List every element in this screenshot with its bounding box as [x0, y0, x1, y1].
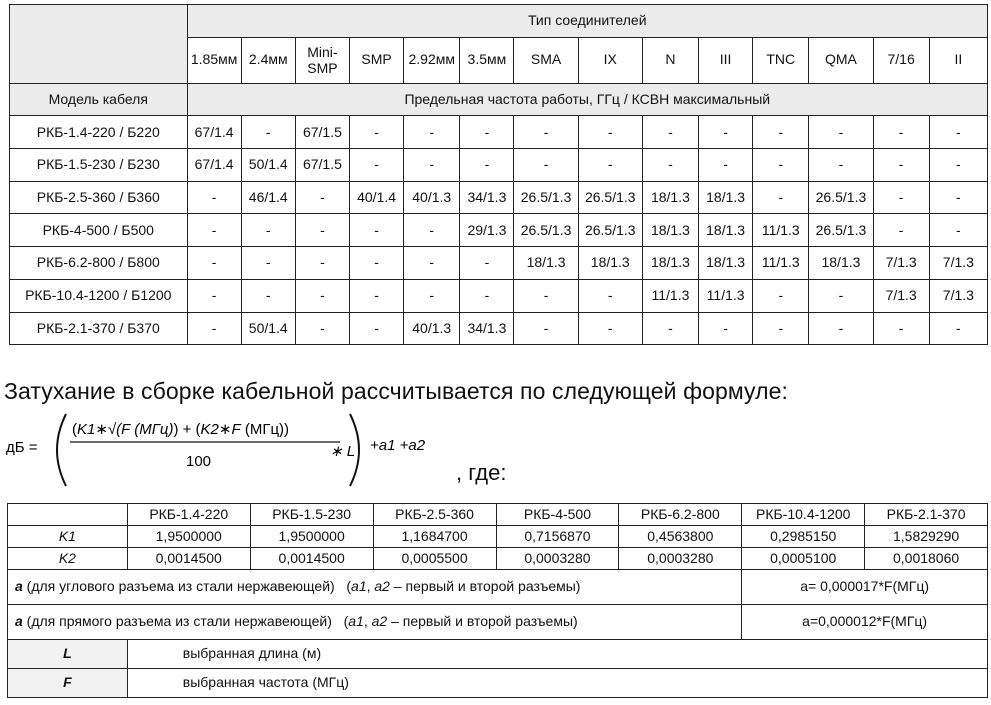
freq-cell: -: [699, 149, 753, 182]
cable-row: [10, 214, 988, 247]
freq-cell: 7/1.3: [873, 247, 929, 280]
cable-model: РКБ-4-500 / Б500: [10, 214, 188, 247]
freq-cell: -: [241, 214, 295, 247]
freq-cell: 18/1.3: [642, 214, 698, 247]
cable-row: [10, 312, 988, 345]
freq-cell: -: [929, 312, 987, 345]
freq-cell: 11/1.3: [699, 279, 753, 312]
formula-tail: +a1 +a2: [370, 437, 426, 454]
freq-cell: 18/1.3: [699, 181, 753, 214]
freq-cell: -: [809, 312, 873, 345]
k1-value: 1,9500000: [250, 526, 373, 548]
f-row: [8, 669, 988, 698]
connector-header-7: IX: [578, 37, 642, 83]
freq-cell: -: [187, 247, 241, 280]
freq-cell: 50/1.4: [241, 312, 295, 345]
coef-model-header: РКБ-10.4-1200: [742, 504, 865, 526]
freq-cell: -: [753, 279, 809, 312]
freq-cell: -: [295, 247, 349, 280]
freq-cell: -: [404, 149, 460, 182]
a-angle-row: [8, 570, 988, 605]
formula-lhs: дБ =: [6, 439, 38, 456]
freq-cell: 18/1.3: [642, 247, 698, 280]
formula-denominator: 100: [186, 453, 212, 470]
freq-cell: -: [578, 149, 642, 182]
k1-value: 1,5829290: [865, 526, 988, 548]
freq-cell: -: [873, 149, 929, 182]
freq-cell: 18/1.3: [578, 247, 642, 280]
freq-cell: -: [753, 116, 809, 149]
freq-cell: 26.5/1.3: [809, 214, 873, 247]
freq-cell: -: [295, 214, 349, 247]
coef-model-header: РКБ-4-500: [496, 504, 619, 526]
freq-cell: -: [578, 116, 642, 149]
coef-model-header: РКБ-2.5-360: [373, 504, 496, 526]
l-symbol: L: [8, 640, 128, 669]
cable-row: [10, 149, 988, 182]
attenuation-caption: Затухание в сборке кабельной рассчитывается по следующей формуле:: [4, 378, 789, 404]
freq-cell: -: [460, 247, 514, 280]
freq-cell: -: [404, 247, 460, 280]
connector-header-6: SMA: [514, 37, 578, 83]
freq-cell: -: [460, 116, 514, 149]
freq-cell: -: [929, 116, 987, 149]
connector-types-header: Тип соединителей: [187, 5, 987, 38]
freq-cell: -: [350, 214, 404, 247]
freq-cell: -: [460, 149, 514, 182]
k1-value: 1,1684700: [373, 526, 496, 548]
k1-value: 1,9500000: [127, 526, 250, 548]
connector-header-13: II: [929, 37, 987, 83]
k1-row: [8, 526, 988, 548]
freq-cell: -: [929, 214, 987, 247]
connector-header-5: 3.5мм: [460, 37, 514, 83]
freq-cell: 29/1.3: [460, 214, 514, 247]
connector-header-0: 1.85мм: [187, 37, 241, 83]
freq-cell: -: [295, 181, 349, 214]
attenuation-formula: [6, 412, 606, 487]
connector-header-3: SMP: [350, 37, 404, 83]
k2-label: K2: [8, 548, 128, 570]
l-row: [8, 640, 988, 669]
corner-cell: [10, 5, 188, 84]
freq-cell: 26.5/1.3: [514, 214, 578, 247]
freq-cell: 18/1.3: [699, 247, 753, 280]
freq-cell: -: [295, 279, 349, 312]
freq-cell: 7/1.3: [929, 279, 987, 312]
connector-header-10: TNC: [753, 37, 809, 83]
connector-header-2: Mini-SMP: [295, 37, 349, 83]
a-angle-formula: a= 0,000017*F(МГц): [742, 570, 988, 605]
freq-cell: -: [350, 279, 404, 312]
freq-cell: 26.5/1.3: [578, 214, 642, 247]
freq-cell: -: [699, 116, 753, 149]
freq-cell: -: [514, 279, 578, 312]
k2-value: 0,0018060: [865, 548, 988, 570]
coef-model-header: РКБ-1.5-230: [250, 504, 373, 526]
freq-cell: -: [187, 181, 241, 214]
freq-cell: -: [350, 116, 404, 149]
freq-cell: 26.5/1.3: [578, 181, 642, 214]
k2-value: 0,0005100: [742, 548, 865, 570]
cable-row: [10, 116, 988, 149]
freq-cell: 67/1.5: [295, 116, 349, 149]
f-desc: выбранная частота (МГц): [127, 669, 987, 698]
where-text: , где:: [456, 460, 507, 485]
coefficient-table: [7, 503, 988, 698]
freq-cell: -: [514, 149, 578, 182]
coef-model-row: [8, 504, 988, 526]
connector-header-9: III: [699, 37, 753, 83]
k2-value: 0,0014500: [250, 548, 373, 570]
coef-corner: [8, 504, 128, 526]
cable-model: РКБ-6.2-800 / Б800: [10, 247, 188, 280]
freq-cell: -: [404, 116, 460, 149]
cable-model: РКБ-1.4-220 / Б220: [10, 116, 188, 149]
freq-cell: -: [873, 312, 929, 345]
model-header: Модель кабеля: [10, 83, 188, 116]
connector-header-8: N: [642, 37, 698, 83]
formula-left-paren: [57, 414, 66, 486]
cable-model: РКБ-2.5-360 / Б360: [10, 181, 188, 214]
freq-cell: 7/1.3: [929, 247, 987, 280]
l-desc: выбранная длина (м): [127, 640, 987, 669]
cable-model: РКБ-2.1-370 / Б370: [10, 312, 188, 345]
k2-value: 0,0003280: [619, 548, 742, 570]
freq-cell: -: [187, 279, 241, 312]
freq-cell: -: [699, 312, 753, 345]
freq-cell: 67/1.4: [187, 116, 241, 149]
connector-header-11: QMA: [809, 37, 873, 83]
a-straight-formula: a=0,000012*F(МГц): [742, 605, 988, 640]
connector-header-4: 2.92мм: [404, 37, 460, 83]
freq-cell: 11/1.3: [642, 279, 698, 312]
freq-cell: -: [404, 279, 460, 312]
freq-cell: -: [514, 312, 578, 345]
freq-cell: -: [514, 116, 578, 149]
freq-cell: -: [295, 312, 349, 345]
a-angle-desc: a (для углового разъема из стали нержавеющей) (a1, a2 – первый и второй разъемы): [8, 570, 742, 605]
freq-cell: 34/1.3: [460, 181, 514, 214]
freq-cell: -: [241, 247, 295, 280]
coef-model-header: РКБ-1.4-220: [127, 504, 250, 526]
cable-row: [10, 181, 988, 214]
freq-cell: -: [578, 279, 642, 312]
freq-cell: 7/1.3: [873, 279, 929, 312]
freq-cell: -: [809, 116, 873, 149]
cable-row: [10, 247, 988, 280]
freq-cell: -: [350, 312, 404, 345]
freq-cell: -: [350, 247, 404, 280]
freq-cell: -: [753, 312, 809, 345]
cable-model: РКБ-10.4-1200 / Б1200: [10, 279, 188, 312]
formula-times-l: ∗ L: [330, 443, 356, 460]
freq-cell: -: [873, 181, 929, 214]
connector-header-12: 7/16: [873, 37, 929, 83]
freq-cell: -: [642, 149, 698, 182]
freq-cell: 18/1.3: [642, 181, 698, 214]
k2-row: [8, 548, 988, 570]
freq-cell: 18/1.3: [699, 214, 753, 247]
f-symbol: F: [8, 669, 128, 698]
a-straight-desc: a (для прямого разъема из стали нержавеющей) (a1, a2 – первый и второй разъемы): [8, 605, 742, 640]
freq-cell: -: [642, 312, 698, 345]
freq-cell: -: [929, 149, 987, 182]
freq-cell: 40/1.3: [404, 181, 460, 214]
k2-value: 0,0003280: [496, 548, 619, 570]
freq-cell: -: [753, 149, 809, 182]
freq-cell: -: [873, 116, 929, 149]
freq-cell: 67/1.5: [295, 149, 349, 182]
freq-cell: -: [929, 181, 987, 214]
freq-cell: -: [809, 279, 873, 312]
cable-row: [10, 279, 988, 312]
freq-cell: 11/1.3: [753, 247, 809, 280]
freq-cell: 46/1.4: [241, 181, 295, 214]
frequency-header: Предельная частота работы, ГГц / КСВН максимальный: [187, 83, 987, 116]
cable-model: РКБ-1.5-230 / Б230: [10, 149, 188, 182]
freq-cell: 18/1.3: [514, 247, 578, 280]
freq-cell: -: [350, 149, 404, 182]
freq-cell: -: [460, 279, 514, 312]
freq-cell: 26.5/1.3: [809, 181, 873, 214]
coef-model-header: РКБ-2.1-370: [865, 504, 988, 526]
k2-value: 0,0005500: [373, 548, 496, 570]
k1-value: 0,2985150: [742, 526, 865, 548]
freq-cell: -: [404, 214, 460, 247]
freq-cell: -: [578, 312, 642, 345]
freq-cell: 40/1.3: [404, 312, 460, 345]
k1-value: 0,4563800: [619, 526, 742, 548]
freq-cell: 67/1.4: [187, 149, 241, 182]
freq-cell: -: [241, 116, 295, 149]
freq-cell: -: [642, 116, 698, 149]
coef-model-header: РКБ-6.2-800: [619, 504, 742, 526]
freq-cell: 11/1.3: [753, 214, 809, 247]
k1-label: K1: [8, 526, 128, 548]
k1-value: 0,7156870: [496, 526, 619, 548]
k2-value: 0,0014500: [127, 548, 250, 570]
freq-cell: 40/1.4: [350, 181, 404, 214]
freq-cell: -: [187, 312, 241, 345]
freq-cell: -: [873, 214, 929, 247]
a-straight-row: [8, 605, 988, 640]
freq-cell: -: [753, 181, 809, 214]
freq-cell: 26.5/1.3: [514, 181, 578, 214]
freq-cell: -: [187, 214, 241, 247]
formula-numerator-full: (K1∗√(F (МГц)) + (K2∗F (МГц)): [72, 421, 290, 438]
connector-frequency-table: [9, 4, 988, 345]
freq-cell: 34/1.3: [460, 312, 514, 345]
connector-header-1: 2.4мм: [241, 37, 295, 83]
freq-cell: -: [241, 279, 295, 312]
freq-cell: -: [809, 149, 873, 182]
freq-cell: 50/1.4: [241, 149, 295, 182]
freq-cell: 18/1.3: [809, 247, 873, 280]
